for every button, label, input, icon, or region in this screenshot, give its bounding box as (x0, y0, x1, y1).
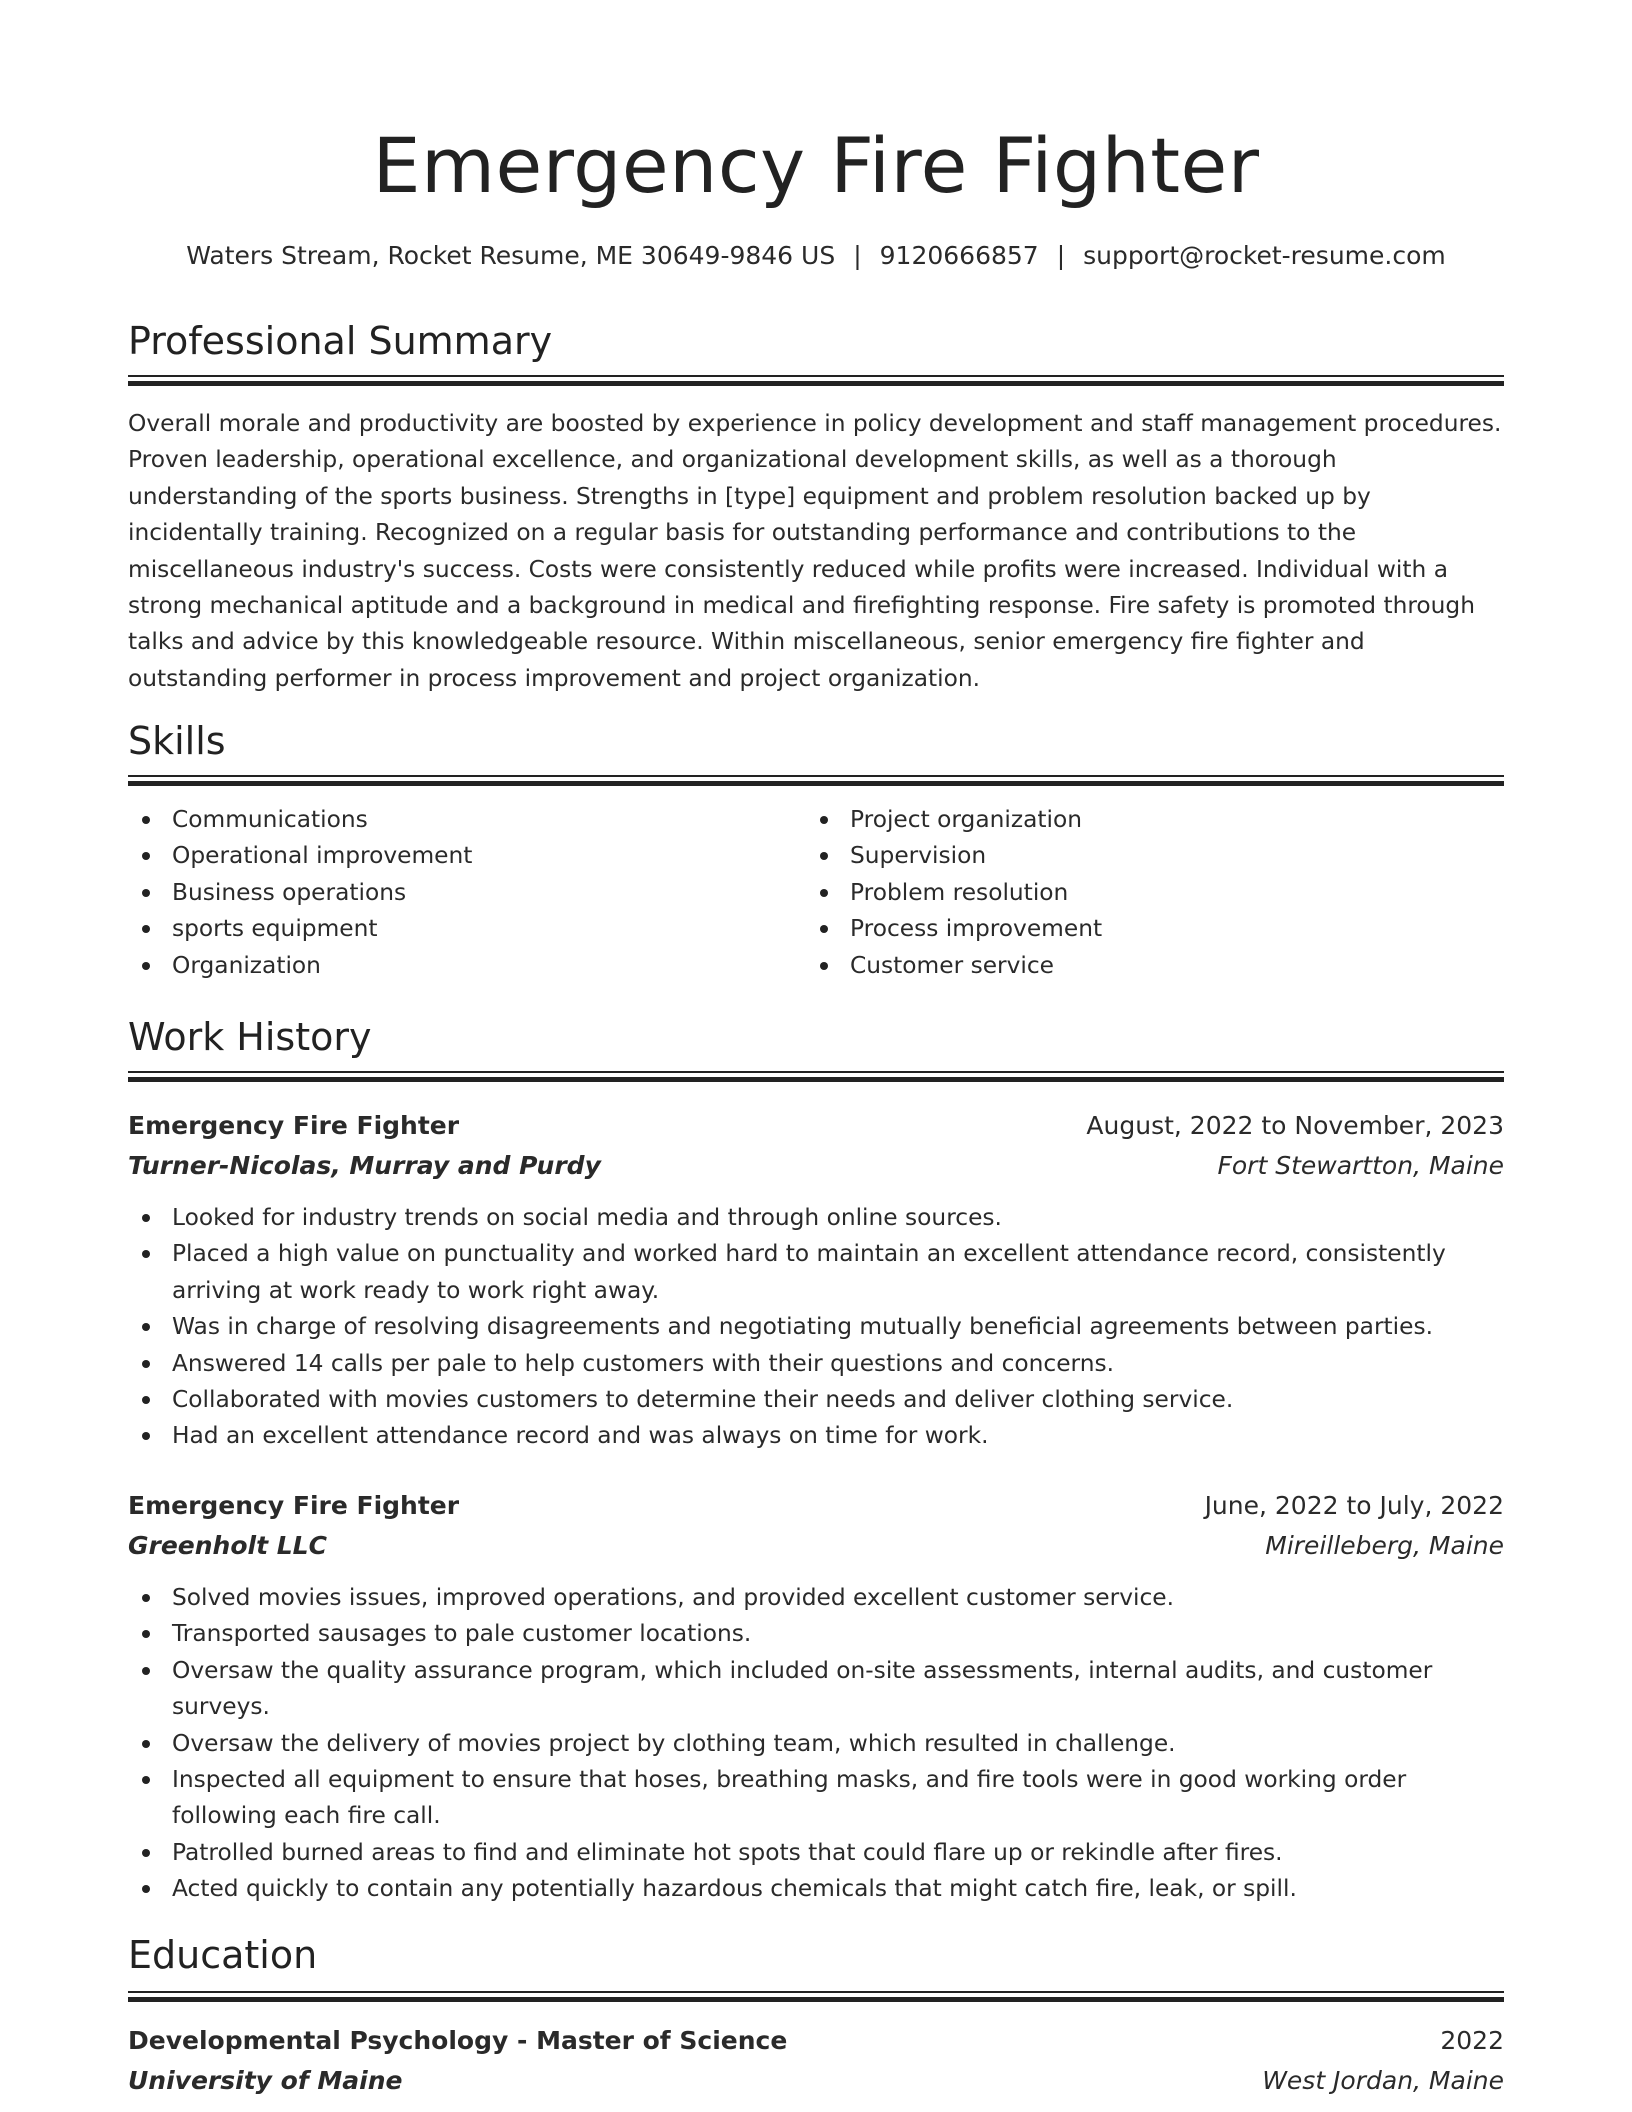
job-bullet: Oversaw the delivery of movies project by clothing team, which resulted in challenge. (128, 1726, 1504, 1762)
contact-line (128, 238, 1504, 274)
contact-address: Waters Stream, Rocket Resume, ME 30649-9846 US (186, 241, 836, 270)
skill-item: Organization (128, 948, 798, 984)
section-divider (128, 1991, 1504, 2002)
job-bullet: Transported sausages to pale customer locations. (128, 1616, 1504, 1652)
skill-item: Operational improvement (128, 838, 798, 874)
skill-item: Problem resolution (806, 875, 1504, 911)
job-company: Turner-Nicolas, Murray and Purdy (128, 1151, 601, 1180)
education-year: 2022 (1440, 2026, 1504, 2055)
skills-heading: Skills (128, 719, 226, 763)
work-heading: Work History (128, 1015, 372, 1059)
job-bullet: Was in charge of resolving disagreements and negotiating mutually beneficial agreements between parties. (128, 1309, 1504, 1345)
job-location: Mireilleberg, Maine (1265, 1531, 1504, 1560)
resume-name: Emergency Fire Fighter (372, 121, 1260, 210)
skill-item: Process improvement (806, 911, 1504, 947)
job-bullet: Inspected all equipment to ensure that hoses, breathing masks, and fire tools were in good working order following each fire call. (128, 1762, 1504, 1835)
skills-list-right (806, 802, 1504, 984)
skill-item: Customer service (806, 948, 1504, 984)
job-bullets (128, 1580, 1504, 1908)
summary-heading: Professional Summary (128, 319, 553, 363)
job-bullet: Answered 14 calls per pale to help customers with their questions and concerns. (128, 1346, 1504, 1382)
job-bullet: Placed a high value on punctuality and worked hard to maintain an excellent attendance record, consistently arriving at work ready to work right away. (128, 1236, 1504, 1309)
section-divider (128, 1071, 1504, 1082)
job-bullet: Solved movies issues, improved operations, and provided excellent customer service. (128, 1580, 1504, 1616)
section-divider (128, 375, 1504, 386)
skill-item: Supervision (806, 838, 1504, 874)
job-dates: June, 2022 to July, 2022 (1204, 1491, 1504, 1520)
job-company: Greenholt LLC (128, 1531, 327, 1560)
education-heading: Education (128, 1933, 318, 1977)
skill-item: Project organization (806, 802, 1504, 838)
education-degree: Developmental Psychology - Master of Science (128, 2026, 788, 2055)
job-title: Emergency Fire Fighter (128, 1491, 460, 1520)
job-bullets (128, 1200, 1504, 1455)
job-location: Fort Stewartton, Maine (1217, 1151, 1504, 1180)
skill-item: Business operations (128, 875, 798, 911)
job-bullet: Acted quickly to contain any potentially hazardous chemicals that might catch fire, leak, or spill. (128, 1871, 1504, 1907)
summary-text: Overall morale and productivity are boosted by experience in policy development and staff management procedures. Proven leadership, operational excellence, and organizational development skills, as well as a thorough understanding of the sports business. Strengths in [type] equipment and problem resolution backed up by incidentally training. Recognized on a regular basis for outstanding performance and contributions to the miscellaneous industry's success. Costs were consistently reduced while profits were increased. Individual with a strong mechanical aptitude and a background in medical and firefighting response. Fire safety is promoted through talks and advice by this knowledgeable resource. Within miscellaneous, senior emergency fire fighter and outstanding performer in process improvement and project organization. (128, 410, 1502, 692)
contact-separator: | (853, 241, 862, 270)
skill-item: Communications (128, 802, 798, 838)
job-bullet: Collaborated with movies customers to determine their needs and deliver clothing service. (128, 1382, 1504, 1418)
job-dates: August, 2022 to November, 2023 (1086, 1111, 1504, 1140)
contact-phone: 9120666857 (879, 241, 1039, 270)
job-bullet: Oversaw the quality assurance program, which included on-site assessments, internal audits, and customer surveys. (128, 1653, 1504, 1726)
section-divider (128, 775, 1504, 786)
contact-email: support@rocket-resume.com (1083, 241, 1446, 270)
skills-list-left (128, 802, 798, 984)
job-bullet: Patrolled burned areas to find and eliminate hot spots that could flare up or rekindle after fires. (128, 1835, 1504, 1871)
job-bullet: Looked for industry trends on social media and through online sources. (128, 1200, 1504, 1236)
skill-item: sports equipment (128, 911, 798, 947)
contact-separator: | (1056, 241, 1066, 270)
job-title: Emergency Fire Fighter (128, 1111, 460, 1140)
education-location: West Jordan, Maine (1262, 2066, 1504, 2095)
job-bullet: Had an excellent attendance record and was always on time for work. (128, 1418, 1504, 1454)
education-school: University of Maine (128, 2066, 403, 2095)
